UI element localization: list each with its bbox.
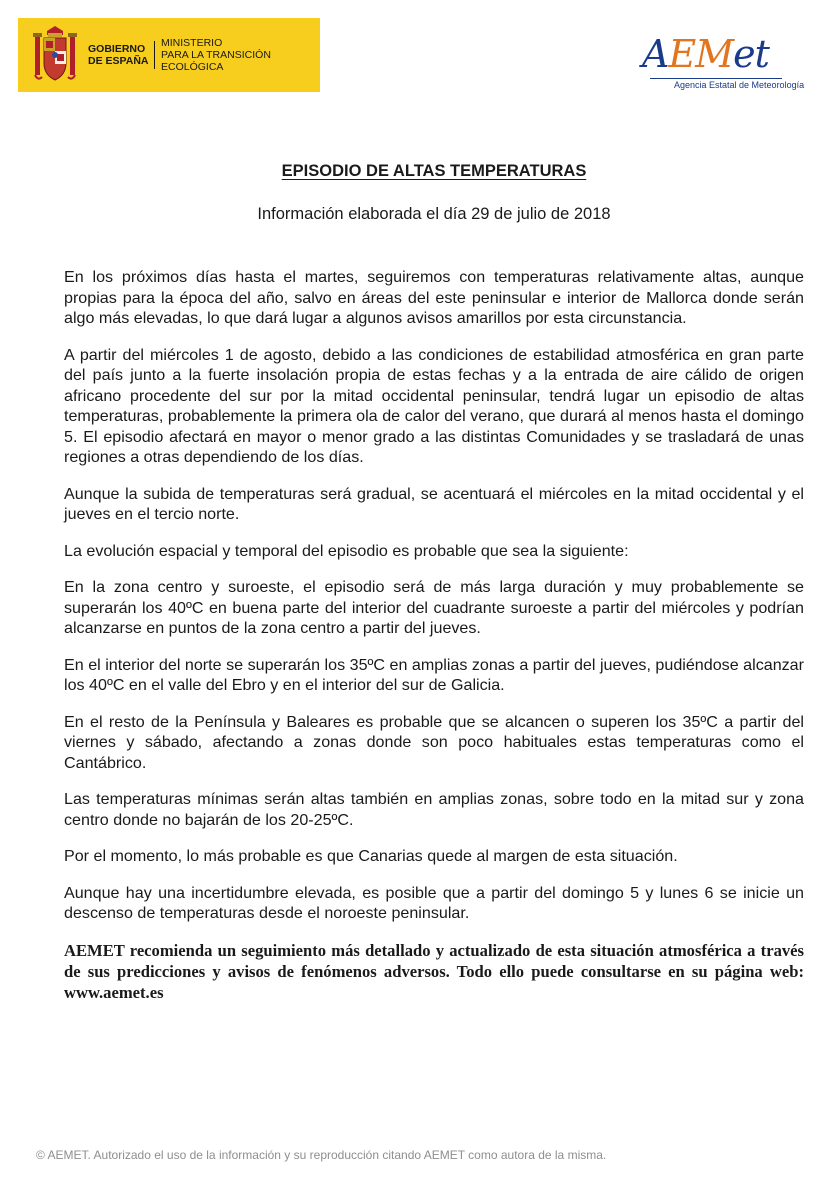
- paragraph: En el interior del norte se superarán los 35ºC en amplias zonas a partir del jueves, pudiéndose alcanzar los 40ºC en el valle del Ebro y en el interior del sur de Galicia.: [64, 655, 804, 694]
- aemet-wordmark: [642, 34, 769, 75]
- ministry-line-1: MINISTERIO: [161, 37, 223, 49]
- paragraph: En la zona centro y suroeste, el episodio será de más larga duración y muy probablemente se superarán los 40ºC en buena parte del interior del cuadrante suroeste a partir del miércoles y podrían alcanzarse en puntos de la zona centro a partir del jueves.: [64, 578, 804, 637]
- coat-of-arms-icon: [32, 25, 78, 85]
- logo-letter-a: A: [642, 32, 669, 76]
- document-date-line: Información elaborada el día 29 de julio de 2018: [257, 205, 611, 223]
- paragraph: Por el momento, lo más probable es que Canarias quede al margen de esta situación.: [64, 847, 678, 865]
- paragraph: Las temperaturas mínimas serán altas también en amplias zonas, sobre todo en la mitad sur y zona centro donde no bajarán de los 20-25ºC.: [64, 790, 804, 829]
- ministry-label: [161, 37, 311, 73]
- paragraph: Aunque hay una incertidumbre elevada, es posible que a partir del domingo 5 y lunes 6 se inicie un descenso de temperaturas desde el noroeste peninsular.: [64, 883, 804, 922]
- copyright-footer: © AEMET. Autorizado el uso de la información y su reproducción citando AEMET como autora de la misma.: [36, 1148, 607, 1162]
- paragraph: En el resto de la Península y Baleares es probable que se alcancen o superen los 35ºC a partir del viernes y sábado, afectando a zonas donde son poco habituales estas temperaturas como el Cantábrico.: [64, 712, 804, 772]
- recommendation-paragraph: AEMET recomienda un seguimiento más detallado y actualizado de esta situación atmosférica a través de sus predicciones y avisos de fenómenos adversos. Todo ello puede consultarse en su página web: www.aemet.es: [64, 940, 804, 1002]
- logo-letters-et: et: [733, 32, 769, 76]
- paragraph: Aunque la subida de temperaturas será gradual, se acentuará el miércoles en la mitad occidental y el jueves en el tercio norte.: [64, 484, 804, 523]
- logo-rule: [650, 78, 782, 79]
- government-logo-band: [18, 18, 320, 92]
- gov-line-1: GOBIERNO: [88, 43, 146, 55]
- paragraph: A partir del miércoles 1 de agosto, debido a las condiciones de estabilidad atmosférica en gran parte del país junto a la fuerte insolación propia de estas fechas y a la entrada de aire cálido de origen africano procedente del sur por la mitad occidental peninsular, tendrá lugar un episodio de altas temperaturas, probablemente la primera ola de calor del verano, que durará al menos hasta el domingo 5. El episodio afectará en mayor o menor grado a las distintas Comunidades y se trasladará de unas regiones a otras dependiendo de los días.: [64, 345, 804, 466]
- paragraph: La evolución espacial y temporal del episodio es probable que sea la siguiente:: [64, 541, 629, 560]
- ministry-line-2: PARA LA TRANSICIÓN ECOLÓGICA: [161, 49, 271, 73]
- header-divider: [154, 41, 155, 69]
- document-body: [64, 267, 804, 1019]
- government-label: [88, 43, 152, 67]
- document-title: EPISODIO DE ALTAS TEMPERATURAS: [281, 162, 587, 180]
- paragraph: En los próximos días hasta el martes, seguiremos con temperaturas relativamente altas, aunque propias para la época del año, salvo en áreas del este peninsular e interior de Mallorca donde serán algo más elevadas, lo que dará lugar a algunos avisos amarillos por esta circunstancia.: [64, 268, 804, 327]
- document-header: [0, 0, 830, 100]
- gov-line-2: DE ESPAÑA: [88, 55, 149, 67]
- aemet-logo: [640, 32, 805, 100]
- logo-letters-em: EM: [668, 32, 734, 76]
- logo-subtitle: Agencia Estatal de Meteorología: [674, 80, 805, 90]
